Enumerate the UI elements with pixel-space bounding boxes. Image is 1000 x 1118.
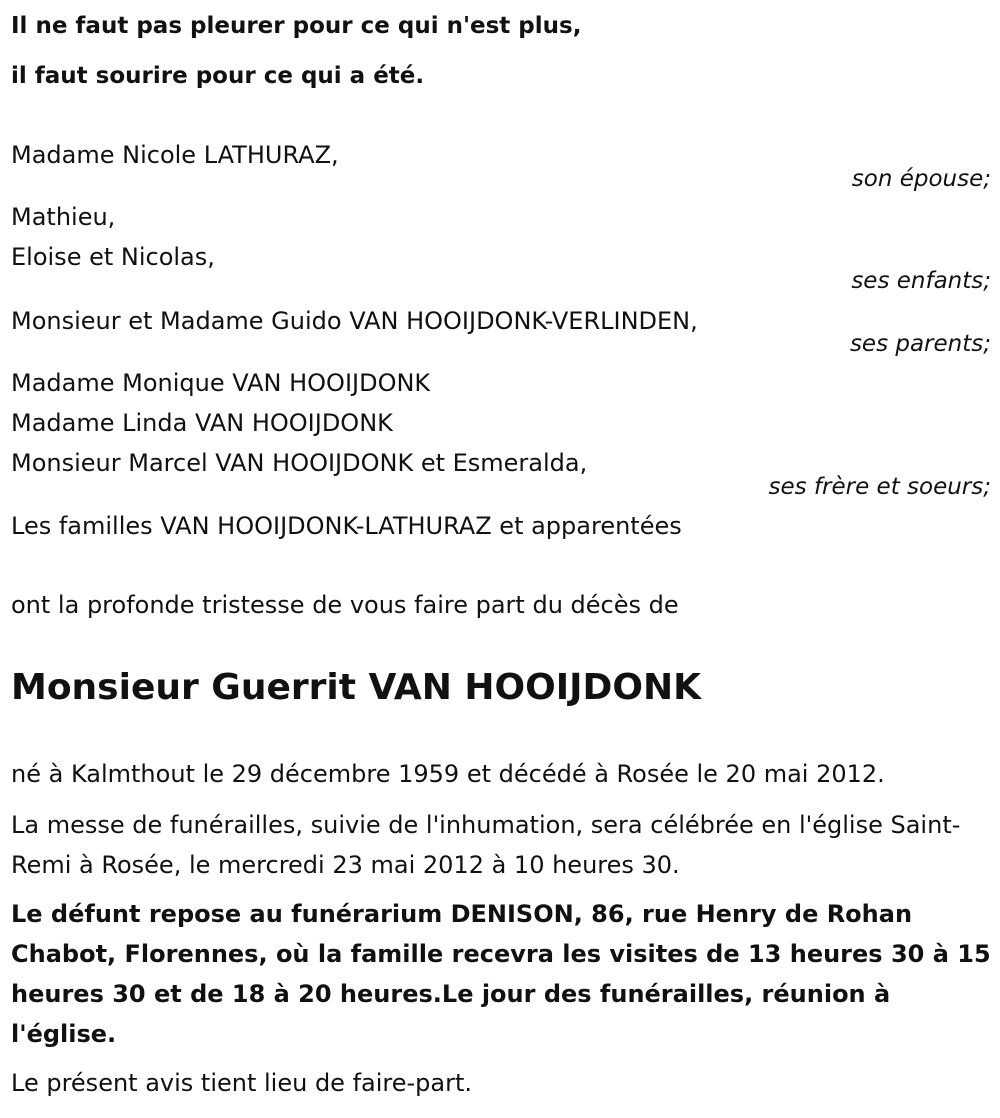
sibling-name-2: Madame Linda VAN HOOIJDONK [11,409,393,437]
notice-text: Le présent avis tient lieu de faire-part. [11,1069,473,1097]
sibling-name-1: Madame Monique VAN HOOIJDONK [11,369,431,397]
announcement-text: ont la profonde tristesse de vous faire part du décès de [11,591,679,619]
obituary-notice [11,0,991,1118]
children-role: ses enfants; [851,268,991,294]
spouse-role: son épouse; [851,166,991,192]
siblings-role: ses frère et soeurs; [768,474,991,500]
spouse-name: Madame Nicole LATHURAZ, [11,141,339,169]
sibling-name-3: Monsieur Marcel VAN HOOIJDONK et Esmeralda, [11,449,588,477]
birth-death-dates: né à Kalmthout le 29 décembre 1959 et décédé à Rosée le 20 mai 2012. [11,760,885,788]
extended-families: Les familles VAN HOOIJDONK-LATHURAZ et apparentées [11,512,682,540]
child-name-1: Mathieu, [11,203,116,231]
deceased-name: Monsieur Guerrit VAN HOOIJDONK [11,667,702,708]
child-name-2: Eloise et Nicolas, [11,243,215,271]
quote-line-2: il faut sourire pour ce qui a été. [11,63,425,89]
parents-name: Monsieur et Madame Guido VAN HOOIJDONK-VERLINDEN, [11,307,698,335]
quote-line-1: Il ne faut pas pleurer pour ce qui n'est plus, [11,13,582,39]
visitation-details: Le défunt repose au funérarium DENISON, 86, rue Henry de Rohan Chabot, Florennes, où la famille recevra les visites de 13 heures 30 à 15 heures 30 et de 18 à 20 heures.Le jour des funérailles, réunion à l'église. [11,900,991,1048]
funeral-mass-details: La messe de funérailles, suivie de l'inhumation, sera célébrée en l'église Saint-Remi à Rosée, le mercredi 23 mai 2012 à 10 heures 30. [11,811,961,879]
parents-role: ses parents; [849,331,991,357]
